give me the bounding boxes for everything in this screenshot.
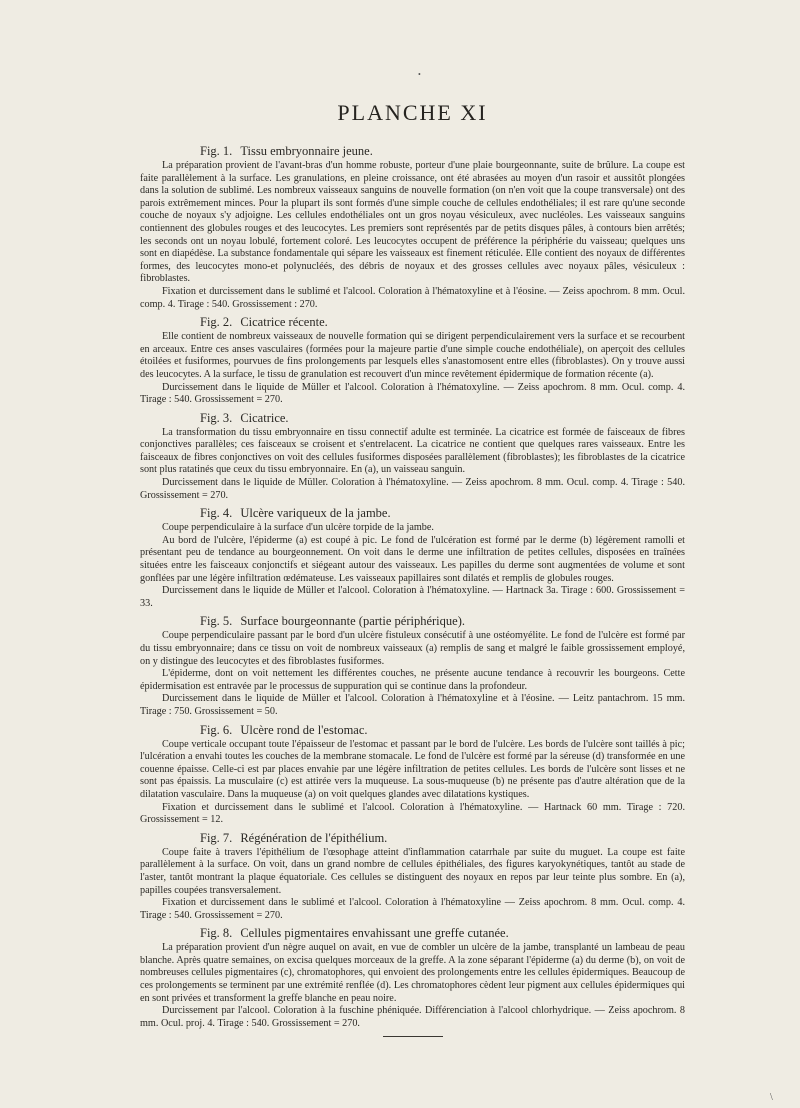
figure-paragraph: Durcissement dans le liquide de Müller. Coloration à l'hématoxyline. — Zeiss apochrom. 8 mm. Ocul. comp. 4. Tirage : 540. Grossissement = 270.: [140, 477, 685, 501]
plate-page: [140, 100, 685, 1037]
figure-paragraph: Durcissement dans le liquide de Müller et l'alcool. Coloration à l'hématoxyline. — Hartnack 3a. Tirage : 600. Grossissement = 33.: [140, 585, 685, 609]
figure-paragraph: Au bord de l'ulcère, l'épiderme (a) est coupé à pic. Le fond de l'ulcération est formé par le derme (b) légèrement ramolli et présentant peu de tendance au bourgeonnement. On voit dans le derme une infiltration de petites cellules, disposées en traînées situées entre les faisceaux conjonctifs et siégeant autour des vaisseaux. Les papilles du derme sont augmentées de volume et sont gonflées par une légère infiltration œdémateuse. Les vaisseaux papillaires sont dilatés et remplis de globules rouges.: [140, 534, 685, 584]
figure-label: Fig. 2.: [200, 315, 233, 330]
figure-label: Fig. 4.: [200, 506, 233, 521]
figure-title: Cicatrice.: [240, 410, 289, 425]
figure-heading: [200, 831, 685, 846]
figure-label: Fig. 3.: [200, 410, 233, 425]
figure-label: Fig. 8.: [200, 926, 233, 941]
figure-paragraph: La transformation du tissu embryonnaire en tissu connectif adulte est terminée. La cicatrice est formée de faisceaux de fibres conjonctives parallèles; ces faisceaux se croisent et s'entrelacent. La cicatrice ne contient que quelques rares vaisseaux. Entre les faisceaux de fibres conjonctives on voit des cellules fusiformes disposées parallèlement (fibroblastes); les fibroblastes de la cicatrice sont plus ratatinés que ceux du tissu embryonnaire. En (a), un vaisseau sanguin.: [140, 426, 685, 476]
figure-paragraph: Elle contient de nombreux vaisseaux de nouvelle formation qui se dirigent perpendiculairement vers la surface et se recourbent en arceaux. Entre ces anses vasculaires (formées pour la majeure partie d'une simple couche endothéliale), on aperçoit des cellules étoilées et fusiformes, pourvues de fins prolongements par lesquels elles s'anastomosent entre elles (fibroblastes). On y trouve aussi des leucocytes. A la surface, le tissu de granulation est recouvert d'un mince revêtement épidermique de formation récente (a).: [140, 331, 685, 380]
figure-block: [140, 315, 685, 407]
figure-paragraph: Coupe verticale occupant toute l'épaisseur de l'estomac et passant par le bord de l'ulcère. Les bords de l'ulcère sont taillés à pic; l'ulcération a envahi toutes les couches de la membrane stomacale. Le fond de l'ulcère est formé par la séreuse (d) transformée en une couenne épaisse. Celle-ci est par places envahie par une légère infiltration de petites cellules. Les bords de l'ulcère sont lisses et ne sont pas épaissis. La musculaire (c) est attirée vers la muqueuse. La sous-muqueuse (b) ne présente pas d'autre altération que de la dilatation vasculaire. Dans la muqueuse (a) on voit quelques glandes avec dilatations kystiques.: [140, 738, 685, 800]
figure-paragraph: Durcissement dans le liquide de Müller et l'alcool. Coloration à l'hématoxyline et à l'éosine. — Leitz pantachrom. 15 mm. Tirage : 750. Grossissement = 50.: [140, 693, 685, 717]
page-speck: •: [418, 70, 421, 79]
end-rule: [383, 1036, 443, 1037]
figure-title: Tissu embryonnaire jeune.: [240, 144, 373, 158]
figure-title: Cellules pigmentaires envahissant une greffe cutanée.: [240, 926, 509, 941]
figure-paragraph: L'épiderme, dont on voit nettement les différentes couches, ne présente aucune tendance à recouvrir les bourgeons. Cette épidermisation est entravée par le processus de suppuration qui se continue dans la profondeur.: [140, 668, 685, 692]
figure-block: [140, 926, 685, 1030]
figure-label: Fig. 1.: [200, 144, 233, 158]
figure-title: Surface bourgeonnante (partie périphérique).: [240, 614, 465, 629]
plate-title: PLANCHE XI: [337, 100, 488, 125]
figure-heading: [200, 411, 685, 426]
figure-title: Ulcère variqueux de la jambe.: [240, 506, 391, 521]
figure-block: [140, 614, 685, 718]
figure-block: [140, 506, 685, 610]
figure-label: Fig. 6.: [200, 722, 233, 737]
figure-block: [140, 144, 685, 311]
figure-paragraph: Durcissement par l'alcool. Coloration à la fuschine phéniquée. Différenciation à l'alcool chlorhydrique. — Zeiss apochrom. 8 mm. Ocul. proj. 4. Tirage : 540. Grossissement = 270.: [140, 1005, 685, 1029]
figure-block: [140, 411, 685, 503]
figure-block: [140, 723, 685, 827]
figure-title: Ulcère rond de l'estomac.: [240, 722, 368, 737]
figure-label: Fig. 7.: [200, 830, 233, 845]
figure-paragraph: La préparation provient de l'avant-bras d'un homme robuste, porteur d'une plaie bourgeonnante, suite de brûlure. La coupe est faite parallèlement à la surface. Les granulations, en pleine croissance, ont été abrasées au moyen d'un rasoir et aussitôt plongées dans la solution de sublimé. Les nombreux vaisseaux sanguins de nouvelle formation (on n'en voit que la coupe transversale) ont des parois extrêmement minces. Pour la plupart ils sont formés d'une simple couche de cellules endothéliales; il est rare qu'une seconde couche de noyaux s'y adjoigne. Les cellules endothéliales ont un gros noyau vésiculeux, avec nucléoles. Les vaisseaux sanguins contiennent des globules rouges et des leucocytes. Les premiers sont représentés par de petits disques pâles, à contours bien arrêtés; les seconds ont un noyau lobulé, fortement coloré. Les leucocytes occupent de préférence la périphérie du vaisseau; quelques uns sont en diapédèse. La substance fondamentale qui sépare les vaisseaux est finement réticulée. Elle contient des noyaux de différentes formes, des leucocytes mono-et polynucléés, des débris de noyaux et des grosses cellules avec noyaux pâles, vésiculeux : fibroblastes.: [140, 160, 685, 285]
figure-label: Fig. 5.: [200, 614, 233, 629]
figure-heading: [200, 506, 685, 521]
figure-block: [140, 831, 685, 923]
figure-paragraph: Fixation et durcissement dans le sublimé et l'alcool. Coloration à l'hématoxyline — Zeiss apochrom. 8 mm. Ocul. comp. 4. Tirage : 540. Grossissement = 270.: [140, 897, 685, 921]
figure-paragraph: Coupe perpendiculaire passant par le bord d'un ulcère fistuleux consécutif à une ostéomyélite. Le fond de l'ulcère est formé par du tissu embryonnaire; dans ce tissu on voit de nombreux vaisseaux (a) remplis de sang et malgré le faible grossissement employé, on y distingue des leucocytes et des fibroblastes fusiformes.: [140, 630, 685, 667]
figure-paragraph: Coupe faite à travers l'épithélium de l'œsophage atteint d'inflammation catarrhale par suite du muguet. La coupe est faite parallèlement à la surface. On voit, dans un grand nombre de cellules épithéliales, des figures karyokynétiques, tantôt au stade de l'aster, tantôt montrant la plaque équatoriale. Ces cellules se distinguent des noyaux en repos par leur teinte plus sombre. En (a), papilles coupées transversalement.: [140, 846, 685, 896]
figure-list: [140, 144, 685, 1030]
figure-paragraph: Fixation et durcissement dans le sublimé et l'alcool. Coloration à l'hématoxyline et à l'éosine. — Zeiss apochrom. 8 mm. Ocul. comp. 4. Tirage : 540. Grossissement : 270.: [140, 285, 685, 310]
figure-heading: [200, 315, 685, 330]
figure-heading: [200, 723, 685, 738]
figure-title: Régénération de l'épithélium.: [240, 830, 388, 845]
corner-mark: \: [770, 1092, 773, 1103]
figure-paragraph: Coupe perpendiculaire à la surface d'un ulcère torpide de la jambe.: [162, 522, 434, 534]
figure-heading: [200, 144, 685, 159]
figure-paragraph: Durcissement dans le liquide de Müller et l'alcool. Coloration à l'hématoxyline. — Zeiss apochrom. 8 mm. Ocul. comp. 4. Tirage : 540. Grossissement = 270.: [140, 381, 685, 406]
figure-title: Cicatrice récente.: [240, 315, 328, 330]
figure-paragraph: La préparation provient d'un nègre auquel on avait, en vue de combler un ulcère de la jambe, transplanté un lambeau de peau blanche. Après quatre semaines, on excisa quelques morceaux de la greffe. A la zone séparant l'épiderme (a) du derme (b), on voit de nombreuses cellules pigmentaires (c), chromatophores, qui envoient des prolongements entre les cellules épidermiques. Beaucoup de ces prolongements se terminent par une extrémité renflée (d). Les chromatophores cèdent leur pigment aux cellules épidermiques qui en sont privées et transforment la greffe blanche en peau noire.: [140, 942, 685, 1004]
figure-heading: [200, 926, 685, 941]
figure-heading: [200, 614, 685, 629]
figure-paragraph: Fixation et durcissement dans le sublimé et l'alcool. Coloration à l'hématoxyline. — Hartnack 60 mm. Tirage : 720. Grossissement = 12.: [140, 801, 685, 826]
